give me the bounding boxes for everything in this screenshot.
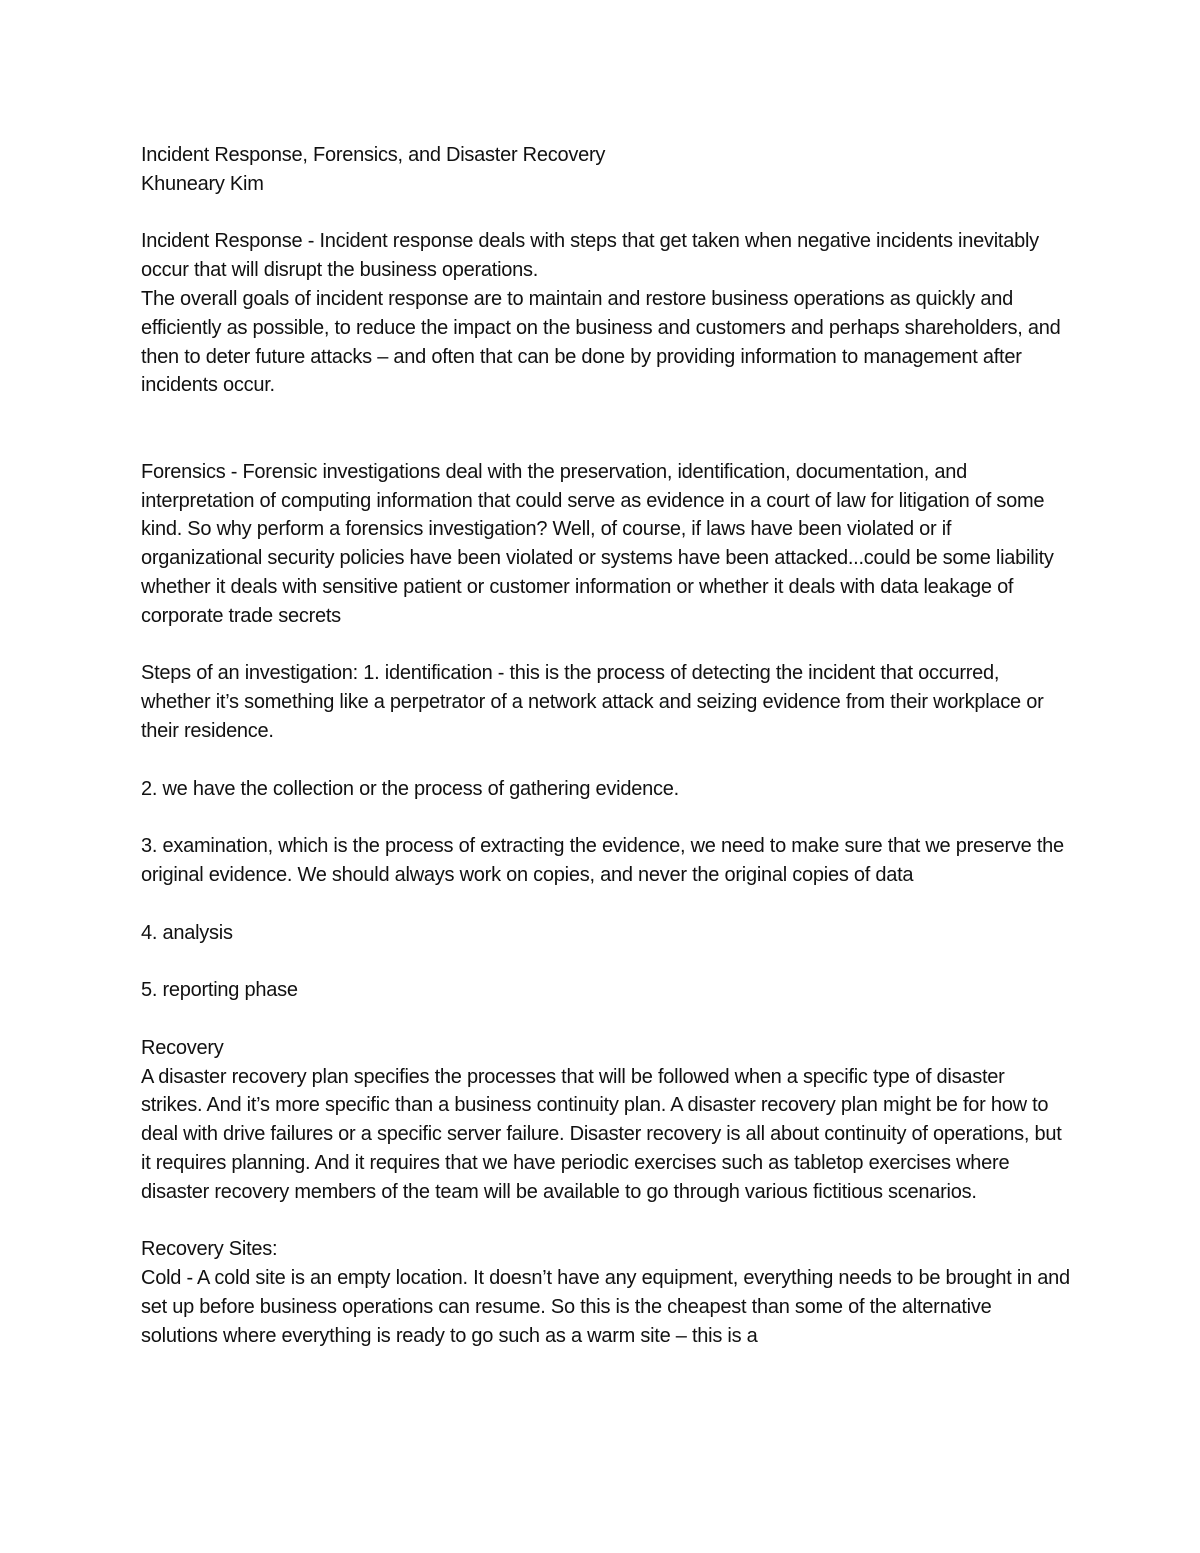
spacer xyxy=(141,890,1071,919)
incident-response-intro: Incident Response - Incident response deals with steps that get taken when negative incidents inevitably occur that will disrupt the business operations. xyxy=(141,230,1039,282)
investigation-step-3: 3. examination, which is the process of extracting the evidence, we need to make sure that we preserve the original evidence. We should always work on copies, and never the original copies of data xyxy=(141,835,1064,886)
investigation-step-4: 4. analysis xyxy=(141,921,233,944)
document-title: Incident Response, Forensics, and Disaster Recovery xyxy=(141,144,606,166)
recovery-heading: Recovery xyxy=(141,1036,224,1059)
investigation-step-1: Steps of an investigation: 1. identification - this is the process of detecting the incident that occurred, whether it’s something like a perpetrator of a network attack and seizing evidence from their workplace or their residence. xyxy=(141,662,1044,742)
investigation-step-2: 2. we have the collection or the process of gathering evidence. xyxy=(141,777,679,800)
spacer xyxy=(141,947,1071,976)
spacer xyxy=(141,746,1071,775)
spacer xyxy=(141,1005,1071,1034)
investigation-step-5: 5. reporting phase xyxy=(141,979,298,1002)
cold-site-paragraph: Cold - A cold site is an empty location. It doesn’t have any equipment, everything needs to be brought in and set up before business operations can resume. So this is the cheapest than some of the alternative solutions where everything is ready to go such as a warm site – this is a xyxy=(141,1267,1070,1347)
spacer xyxy=(141,400,1071,458)
incident-response-goals: The overall goals of incident response are to maintain and restore business operations as quickly and efficiently as possible, to reduce the impact on the business and customers and perhaps shareholders, and then to deter future attacks – and often that can be done by providing information to management after incidents occur. xyxy=(141,287,1061,397)
recovery-paragraph: A disaster recovery plan specifies the processes that will be followed when a specific type of disaster strikes. And it’s more specific than a business continuity plan. A disaster recovery plan might be for how to deal with drive failures or a specific server failure. Disaster recovery is all about continuity of operations, but it requires planning. And it requires that we have periodic exercises such as tabletop exercises where disaster recovery members of the team will be available to go through various fictitious scenarios. xyxy=(141,1065,1062,1203)
document-author: Khuneary Kim xyxy=(141,172,264,195)
spacer xyxy=(141,803,1071,832)
spacer xyxy=(141,199,1071,228)
document-body xyxy=(141,141,1071,1350)
spacer xyxy=(141,631,1071,660)
spacer xyxy=(141,1206,1071,1235)
recovery-sites-heading: Recovery Sites: xyxy=(141,1238,278,1261)
forensics-paragraph: Forensics - Forensic investigations deal with the preservation, identification, documentation, and interpretation of computing information that could serve as evidence in a court of law for litigation of some kind. So why perform a forensics investigation? Well, of course, if laws have been violated or if organizational security policies have been violated or systems have been attacked...could be some liability whether it deals with sensitive patient or customer information or whether it deals with data leakage of corporate trade secrets xyxy=(141,460,1054,627)
